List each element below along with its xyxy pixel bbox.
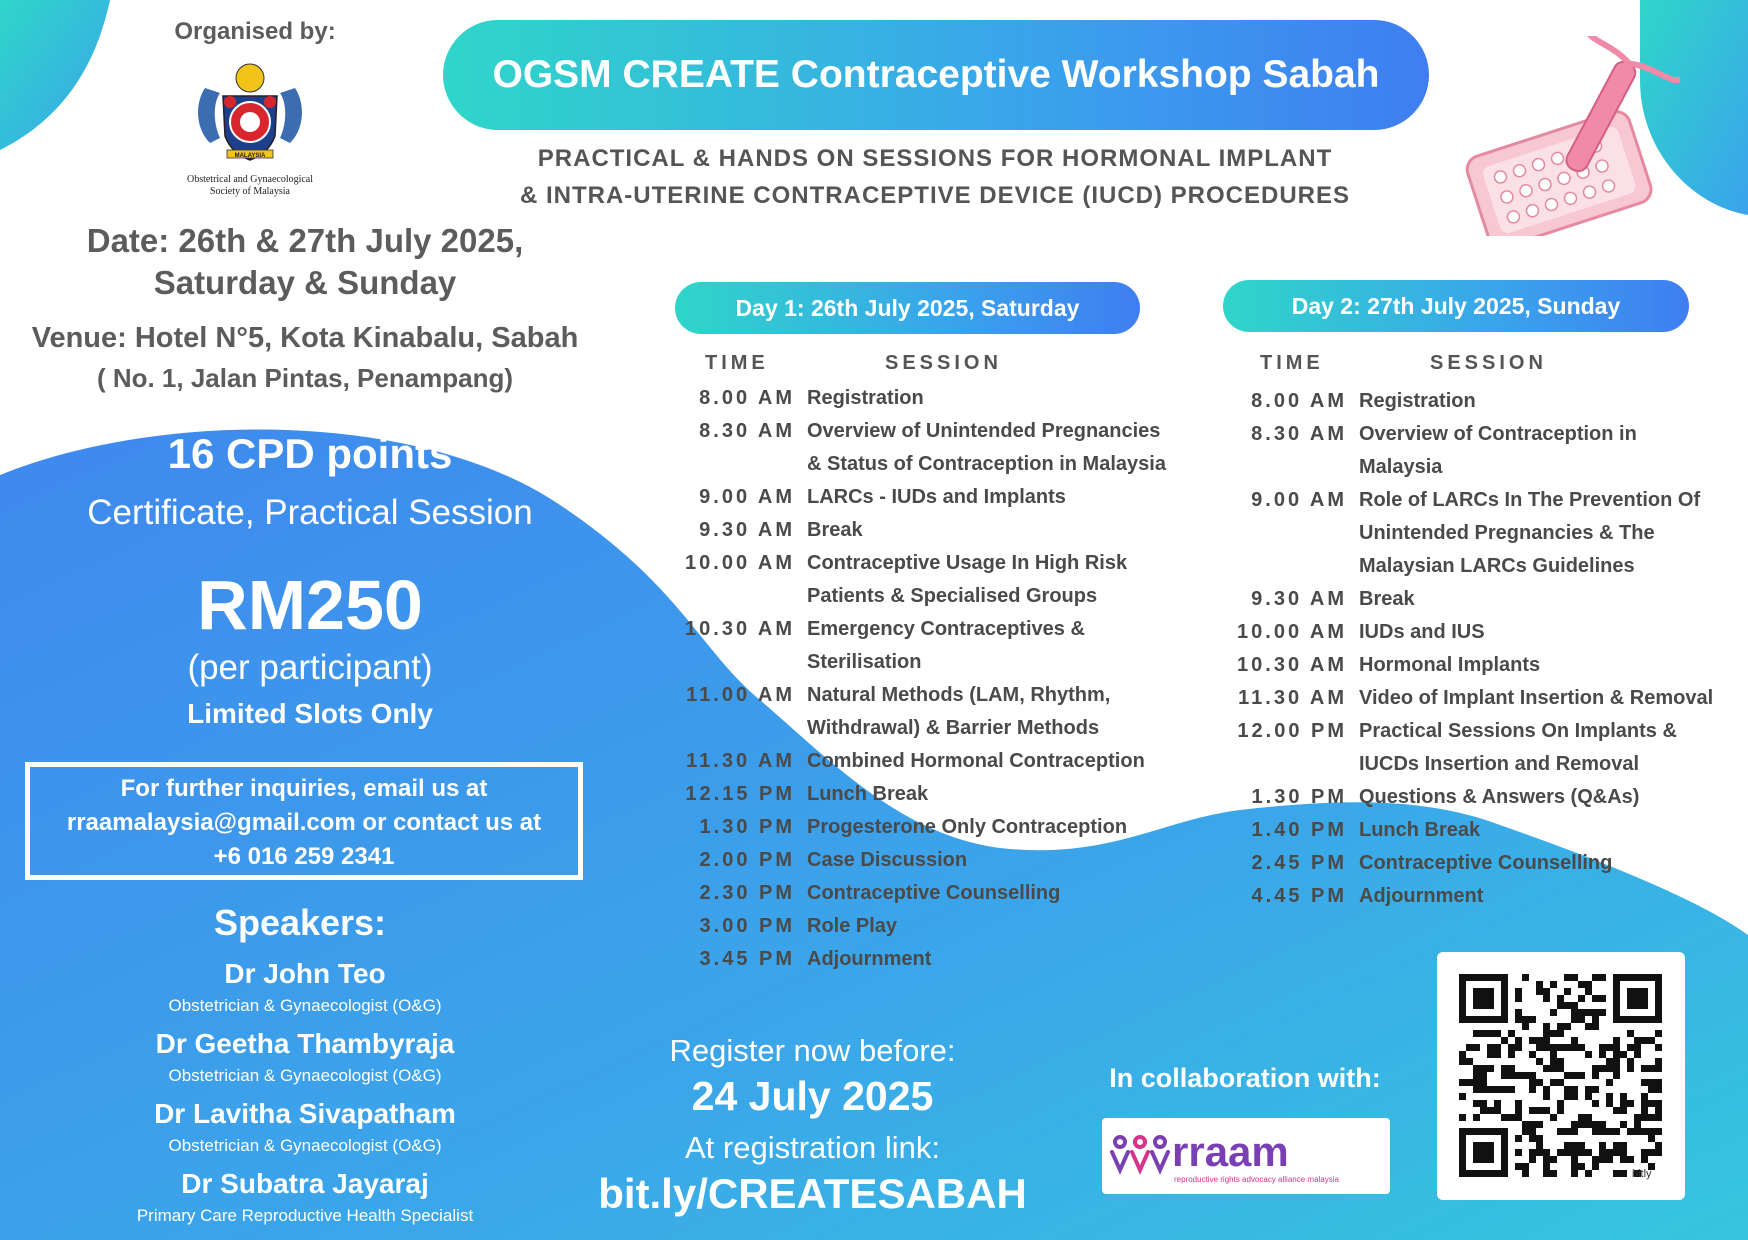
subtitle-line1: PRACTICAL & HANDS ON SESSIONS FOR HORMONAL IMPLANT xyxy=(537,145,1333,172)
schedule-session xyxy=(795,877,1197,910)
qr-code-card[interactable] xyxy=(1437,952,1685,1200)
schedule-session xyxy=(795,382,1197,415)
speaker-role: Obstetrician & Gynaecologist (O&G) xyxy=(168,996,442,1015)
schedule-session-line: Break xyxy=(1359,588,1415,610)
schedule-time: 9.30 AM xyxy=(699,519,795,541)
speaker-role: Primary Care Reproductive Health Specialist xyxy=(136,1206,474,1225)
schedule-session xyxy=(795,745,1197,778)
top-left-corner-shape xyxy=(0,0,110,150)
schedule-row xyxy=(1212,484,1739,583)
schedule-row xyxy=(1212,616,1739,649)
schedule-row xyxy=(1212,682,1739,715)
schedule-session-line: Overview of Unintended Pregnancies xyxy=(807,420,1161,442)
schedule-session xyxy=(1347,682,1739,715)
inquiry-email-line[interactable]: rraamalaysia@gmail.com or contact us at xyxy=(66,809,542,836)
society-name-line2: Society of Malaysia xyxy=(210,186,290,197)
schedule-session-line: Lunch Break xyxy=(1359,819,1481,841)
schedule-session-line: Contraceptive Counselling xyxy=(807,882,1061,904)
event-date xyxy=(40,220,570,304)
schedule-session xyxy=(795,943,1197,976)
schedule-row xyxy=(1212,880,1739,913)
inquiry-text xyxy=(25,772,583,874)
schedule-session-line: Sterilisation xyxy=(807,651,922,673)
day2-session-header: SESSION xyxy=(1430,352,1547,374)
schedule-time: 8.30 AM xyxy=(1251,423,1347,445)
schedule-session xyxy=(1347,649,1739,682)
schedule-time: 8.00 AM xyxy=(699,387,795,409)
schedule-row xyxy=(660,382,1197,415)
schedule-session xyxy=(1347,715,1739,781)
schedule-session-line: Lunch Break xyxy=(807,783,929,805)
schedule-session-line: Role of LARCs In The Prevention Of xyxy=(1359,489,1701,511)
schedule-session-line: Overview of Contraception in xyxy=(1359,423,1637,445)
day1-session-header: SESSION xyxy=(885,352,1002,374)
rraam-logo-mark xyxy=(1102,1118,1390,1194)
rraam-wordmark: rraam xyxy=(1172,1128,1289,1175)
schedule-session xyxy=(1347,385,1739,418)
event-venue xyxy=(20,318,590,398)
schedule-session-line: Malaysia xyxy=(1359,456,1443,478)
day2-label: Day 2: 27th July 2025, Sunday xyxy=(1291,293,1621,319)
schedule-session-line: Role Play xyxy=(807,915,898,937)
schedule-session xyxy=(795,811,1197,844)
schedule-time: 12.00 PM xyxy=(1237,720,1347,742)
schedule-session-line: Registration xyxy=(1359,390,1476,412)
schedule-row xyxy=(660,943,1197,976)
schedule-session xyxy=(795,844,1197,877)
schedule-session xyxy=(795,514,1197,547)
schedule-row xyxy=(660,481,1197,514)
schedule-row xyxy=(660,547,1197,613)
schedule-session xyxy=(1347,847,1739,880)
schedule-time: 3.45 PM xyxy=(699,948,795,970)
schedule-time: 10.30 AM xyxy=(1237,654,1347,676)
schedule-session xyxy=(795,613,1197,679)
schedule-row xyxy=(1212,649,1739,682)
day2-time-header: TIME xyxy=(1260,352,1324,374)
schedule-session-line: Break xyxy=(807,519,863,541)
schedule-row xyxy=(1212,781,1739,814)
schedule-session xyxy=(1347,814,1739,847)
event-date-line2: Saturday & Sunday xyxy=(153,264,457,301)
schedule-session-line: Questions & Answers (Q&As) xyxy=(1359,786,1640,808)
schedule-session xyxy=(1347,418,1739,484)
schedule-session xyxy=(1347,880,1739,913)
speaker-name: Dr Lavitha Sivapatham xyxy=(154,1098,456,1129)
schedule-time: 1.30 PM xyxy=(1251,786,1347,808)
registration-link[interactable]: bit.ly/CREATESABAH xyxy=(598,1170,1027,1217)
schedule-row xyxy=(660,613,1197,679)
schedule-session-line: Practical Sessions On Implants & xyxy=(1359,720,1677,742)
schedule-time: 1.40 PM xyxy=(1251,819,1347,841)
speaker-role: Obstetrician & Gynaecologist (O&G) xyxy=(168,1136,442,1155)
schedule-session xyxy=(1347,781,1739,814)
schedule-row xyxy=(660,811,1197,844)
schedule-session-line: Withdrawal) & Barrier Methods xyxy=(807,717,1100,739)
subtitle-line2: & INTRA-UTERINE CONTRACEPTIVE DEVICE (IUCD) PROCEDURES xyxy=(519,182,1351,209)
schedule-time: 4.45 PM xyxy=(1251,885,1347,907)
cpd-includes: Certificate, Practical Session xyxy=(87,493,533,532)
schedule-row xyxy=(1212,418,1739,484)
schedule-time: 8.00 AM xyxy=(1251,390,1347,412)
schedule-session xyxy=(1347,583,1739,616)
schedule-session xyxy=(795,679,1197,745)
schedule-row xyxy=(1212,715,1739,781)
schedule-time: 2.45 PM xyxy=(1251,852,1347,874)
schedule-session-line: Case Discussion xyxy=(807,849,968,871)
schedule-session xyxy=(795,778,1197,811)
contraceptive-pill-pack-illustration xyxy=(1450,36,1680,236)
registration-link-label: At registration link: xyxy=(685,1130,940,1165)
society-crest-logo xyxy=(185,58,315,168)
schedule-session-line: Registration xyxy=(807,387,924,409)
schedule-row xyxy=(660,910,1197,943)
rraam-logo xyxy=(1102,1118,1390,1194)
price: RM250 xyxy=(197,566,423,644)
rraam-tagline: reproductive rights advocacy alliance malaysia xyxy=(1174,1175,1339,1184)
event-venue-line1: Venue: Hotel N°5, Kota Kinabalu, Sabah xyxy=(31,322,579,354)
schedule-row xyxy=(660,844,1197,877)
limited-slots-note: Limited Slots Only xyxy=(187,698,433,729)
schedule-session xyxy=(795,481,1197,514)
schedule-row xyxy=(1212,583,1739,616)
schedule-session-line: Video of Implant Insertion & Removal xyxy=(1359,687,1714,709)
schedule-time: 2.00 PM xyxy=(699,849,795,871)
schedule-time: 9.30 AM xyxy=(1251,588,1347,610)
schedule-session-line: Patients & Specialised Groups xyxy=(807,585,1098,607)
schedule-row xyxy=(660,877,1197,910)
schedule-row xyxy=(1212,385,1739,418)
schedule-row xyxy=(1212,847,1739,880)
society-name xyxy=(160,174,340,198)
schedule-session-line: LARCs - IUDs and Implants xyxy=(807,486,1066,508)
event-date-line1: Date: 26th & 27th July 2025, xyxy=(86,222,524,259)
schedule-session xyxy=(1347,484,1739,583)
qr-code[interactable] xyxy=(1437,952,1685,1200)
schedule-session-line: Contraceptive Usage In High Risk xyxy=(807,552,1128,574)
speaker-name: Dr John Teo xyxy=(224,958,386,989)
cpd-points: 16 CPD points xyxy=(167,430,453,477)
schedule-time: 11.30 AM xyxy=(1238,687,1347,709)
schedule-time: 9.00 AM xyxy=(699,486,795,508)
qr-caption: bitly xyxy=(1632,1168,1652,1180)
schedule-session-line: Contraceptive Counselling xyxy=(1359,852,1613,874)
inquiry-line1: For further inquiries, email us at xyxy=(120,775,488,802)
event-venue-line2: ( No. 1, Jalan Pintas, Penampang) xyxy=(96,363,514,393)
schedule-session xyxy=(795,547,1197,613)
schedule-session-line: Unintended Pregnancies & The xyxy=(1359,522,1655,544)
society-name-line1: Obstetrical and Gynaecological xyxy=(186,174,314,185)
schedule-row xyxy=(660,679,1197,745)
schedule-session-line: IUCDs Insertion and Removal xyxy=(1359,753,1640,775)
schedule-time: 9.00 AM xyxy=(1251,489,1347,511)
schedule-time: 11.30 AM xyxy=(686,750,795,772)
registration-deadline: 24 July 2025 xyxy=(691,1073,934,1119)
day1-label: Day 1: 26th July 2025, Saturday xyxy=(735,295,1080,321)
price-note: (per participant) xyxy=(187,648,433,687)
schedule-session-line: Hormonal Implants xyxy=(1359,654,1541,676)
schedule-session-line: IUDs and IUS xyxy=(1359,621,1485,643)
schedule-row xyxy=(1212,814,1739,847)
schedule-time: 3.00 PM xyxy=(699,915,795,937)
schedule-session-line: Natural Methods (LAM, Rhythm, xyxy=(807,684,1111,706)
schedule-session-line: Emergency Contraceptives & xyxy=(807,618,1085,640)
schedule-session xyxy=(1347,616,1739,649)
inquiry-phone[interactable]: +6 016 259 2341 xyxy=(213,843,395,870)
collaboration-label: In collaboration with: xyxy=(1109,1063,1381,1093)
schedule-time: 10.30 AM xyxy=(685,618,795,640)
day1-time-header: TIME xyxy=(705,352,769,374)
schedule-time: 2.30 PM xyxy=(699,882,795,904)
schedule-row xyxy=(660,415,1197,481)
schedule-time: 11.00 AM xyxy=(686,684,795,706)
schedule-session-line: Combined Hormonal Contraception xyxy=(807,750,1145,772)
speaker-role: Obstetrician & Gynaecologist (O&G) xyxy=(168,1066,442,1085)
schedule-session-line: Adjournment xyxy=(1359,885,1484,907)
schedule-time: 8.30 AM xyxy=(699,420,795,442)
page-title: OGSM CREATE Contraceptive Workshop Sabah xyxy=(492,53,1380,96)
schedule-time: 12.15 PM xyxy=(685,783,795,805)
register-before-label: Register now before: xyxy=(669,1033,956,1068)
schedule-session xyxy=(795,910,1197,943)
schedule-row xyxy=(660,745,1197,778)
schedule-time: 10.00 AM xyxy=(1237,621,1347,643)
schedule-time: 10.00 AM xyxy=(685,552,795,574)
organised-by-label: Organised by: xyxy=(174,18,336,45)
subtitle xyxy=(470,140,1400,214)
schedule-session-line: & Status of Contraception in Malaysia xyxy=(807,453,1166,475)
speakers-heading: Speakers: xyxy=(213,902,387,943)
schedule-session xyxy=(795,415,1197,481)
speaker-name: Dr Geetha Thambyraja xyxy=(155,1028,455,1059)
schedule-session-line: Adjournment xyxy=(807,948,932,970)
schedule-row xyxy=(660,778,1197,811)
schedule-session-line: Progesterone Only Contraception xyxy=(807,816,1128,838)
schedule-session-line: Malaysian LARCs Guidelines xyxy=(1359,555,1635,577)
schedule-time: 1.30 PM xyxy=(699,816,795,838)
logo-text: MALAYSIA xyxy=(234,153,266,159)
speaker-name: Dr Subatra Jayaraj xyxy=(181,1168,429,1199)
schedule-row xyxy=(660,514,1197,547)
